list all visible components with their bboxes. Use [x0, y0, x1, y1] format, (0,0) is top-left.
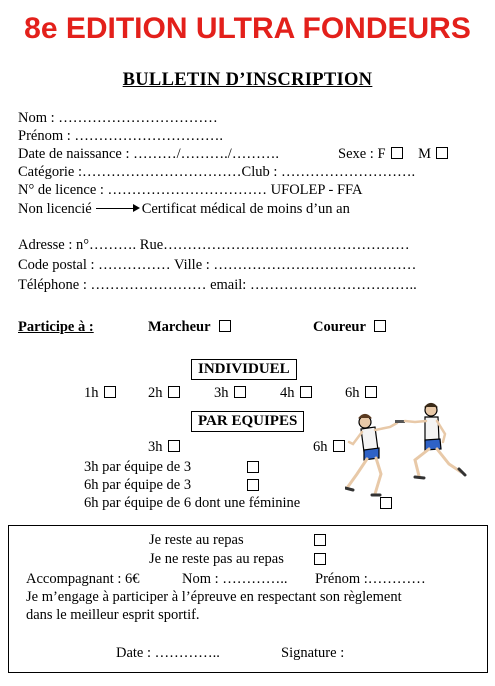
- marcheur-label: Marcheur: [148, 319, 211, 335]
- sexe-m-checkbox[interactable]: [436, 147, 448, 159]
- participe-label: Participe à :: [18, 319, 94, 335]
- adresse-field[interactable]: Adresse : n°………. Rue……………………………………………: [18, 237, 410, 253]
- equipes-3h-checkbox[interactable]: [168, 440, 180, 452]
- arrow-right-icon: [96, 208, 138, 209]
- baton-icon: [395, 420, 405, 423]
- equipe-3x3-label: 3h par équipe de 3: [84, 459, 192, 475]
- runner-left-icon: [345, 415, 397, 496]
- individuel-2h-checkbox[interactable]: [168, 386, 180, 398]
- date-field[interactable]: Date : …………..: [116, 645, 220, 661]
- accompagnant-prenom-field[interactable]: Prénom :…………: [315, 571, 426, 587]
- equipe-6x3-label: 6h par équipe de 3: [84, 477, 192, 493]
- coureur-label: Coureur: [313, 319, 366, 335]
- option-label: 6h: [345, 385, 360, 401]
- option-label: 2h: [148, 385, 163, 401]
- individuel-section-label: INDIVIDUEL: [191, 359, 297, 380]
- non-licencie-row: [18, 201, 350, 218]
- reste-repas-label: Je reste au repas: [149, 532, 244, 548]
- sexe-group: [338, 146, 448, 163]
- equipe-6x6-label: 6h par équipe de 6 dont une féminine: [84, 495, 301, 511]
- runner-right-icon: [405, 404, 465, 479]
- coureur-checkbox[interactable]: [374, 320, 386, 332]
- engagement-text-2: dans le meilleur esprit sportif.: [26, 607, 200, 623]
- nom-field[interactable]: Nom : ……………………………: [18, 110, 218, 126]
- engagement-text-1: Je m’engage à participer à l’épreuve en respectant son règlement: [26, 589, 402, 605]
- page-title: 8e EDITION ULTRA FONDEURS: [24, 12, 471, 45]
- ne-reste-pas-checkbox[interactable]: [314, 553, 326, 565]
- sexe-f-checkbox[interactable]: [391, 147, 403, 159]
- licence-field[interactable]: N° de licence : …………………………… UFOLEP - FFA: [18, 182, 363, 198]
- individuel-2h: [148, 385, 180, 402]
- option-label: 6h: [313, 439, 328, 455]
- equipes-section-label: PAR EQUIPES: [191, 411, 304, 432]
- telephone-email-field[interactable]: Téléphone : …………………… email: ……………………………..: [18, 277, 417, 293]
- non-licencie-label: Non licencié: [18, 201, 92, 217]
- code-postal-ville-field[interactable]: Code postal : …………… Ville : ……………………………………: [18, 257, 417, 273]
- individuel-3h: [214, 385, 246, 402]
- accompagnant-nom-field[interactable]: Nom : …………..: [182, 571, 288, 587]
- marcheur-checkbox[interactable]: [219, 320, 231, 332]
- equipes-3h: [148, 439, 180, 456]
- option-label: 3h: [148, 439, 163, 455]
- equipes-6h-checkbox[interactable]: [333, 440, 345, 452]
- individuel-1h: [84, 385, 116, 402]
- individuel-4h: [280, 385, 312, 402]
- sexe-label: Sexe : F: [338, 146, 386, 162]
- relay-runners-illustration: [345, 402, 470, 502]
- form-subtitle: BULLETIN D’INSCRIPTION: [122, 70, 373, 90]
- marcheur-option: [148, 319, 231, 336]
- individuel-3h-checkbox[interactable]: [234, 386, 246, 398]
- equipe-6x3-checkbox[interactable]: [247, 479, 259, 491]
- categorie-club-field[interactable]: Catégorie :……………………………Club : ……………………….: [18, 164, 416, 180]
- individuel-6h: [345, 385, 377, 402]
- equipe-3x3-checkbox[interactable]: [247, 461, 259, 473]
- ne-reste-pas-label: Je ne reste pas au repas: [149, 551, 284, 567]
- reste-repas-checkbox[interactable]: [314, 534, 326, 546]
- date-naissance-field[interactable]: Date de naissance : ………/………./……….: [18, 146, 279, 162]
- coureur-option: [313, 319, 386, 336]
- signature-label: Signature :: [281, 645, 345, 661]
- sexe-m-label: M: [418, 146, 432, 162]
- option-label: 1h: [84, 385, 99, 401]
- option-label: 3h: [214, 385, 229, 401]
- prenom-field[interactable]: Prénom : ………………………….: [18, 128, 224, 144]
- equipes-6h: [313, 439, 345, 456]
- accompagnant-label: Accompagnant : 6€: [26, 571, 140, 587]
- option-label: 4h: [280, 385, 295, 401]
- individuel-6h-checkbox[interactable]: [365, 386, 377, 398]
- individuel-4h-checkbox[interactable]: [300, 386, 312, 398]
- individuel-1h-checkbox[interactable]: [104, 386, 116, 398]
- certificat-label: Certificat médical de moins d’un an: [141, 201, 350, 217]
